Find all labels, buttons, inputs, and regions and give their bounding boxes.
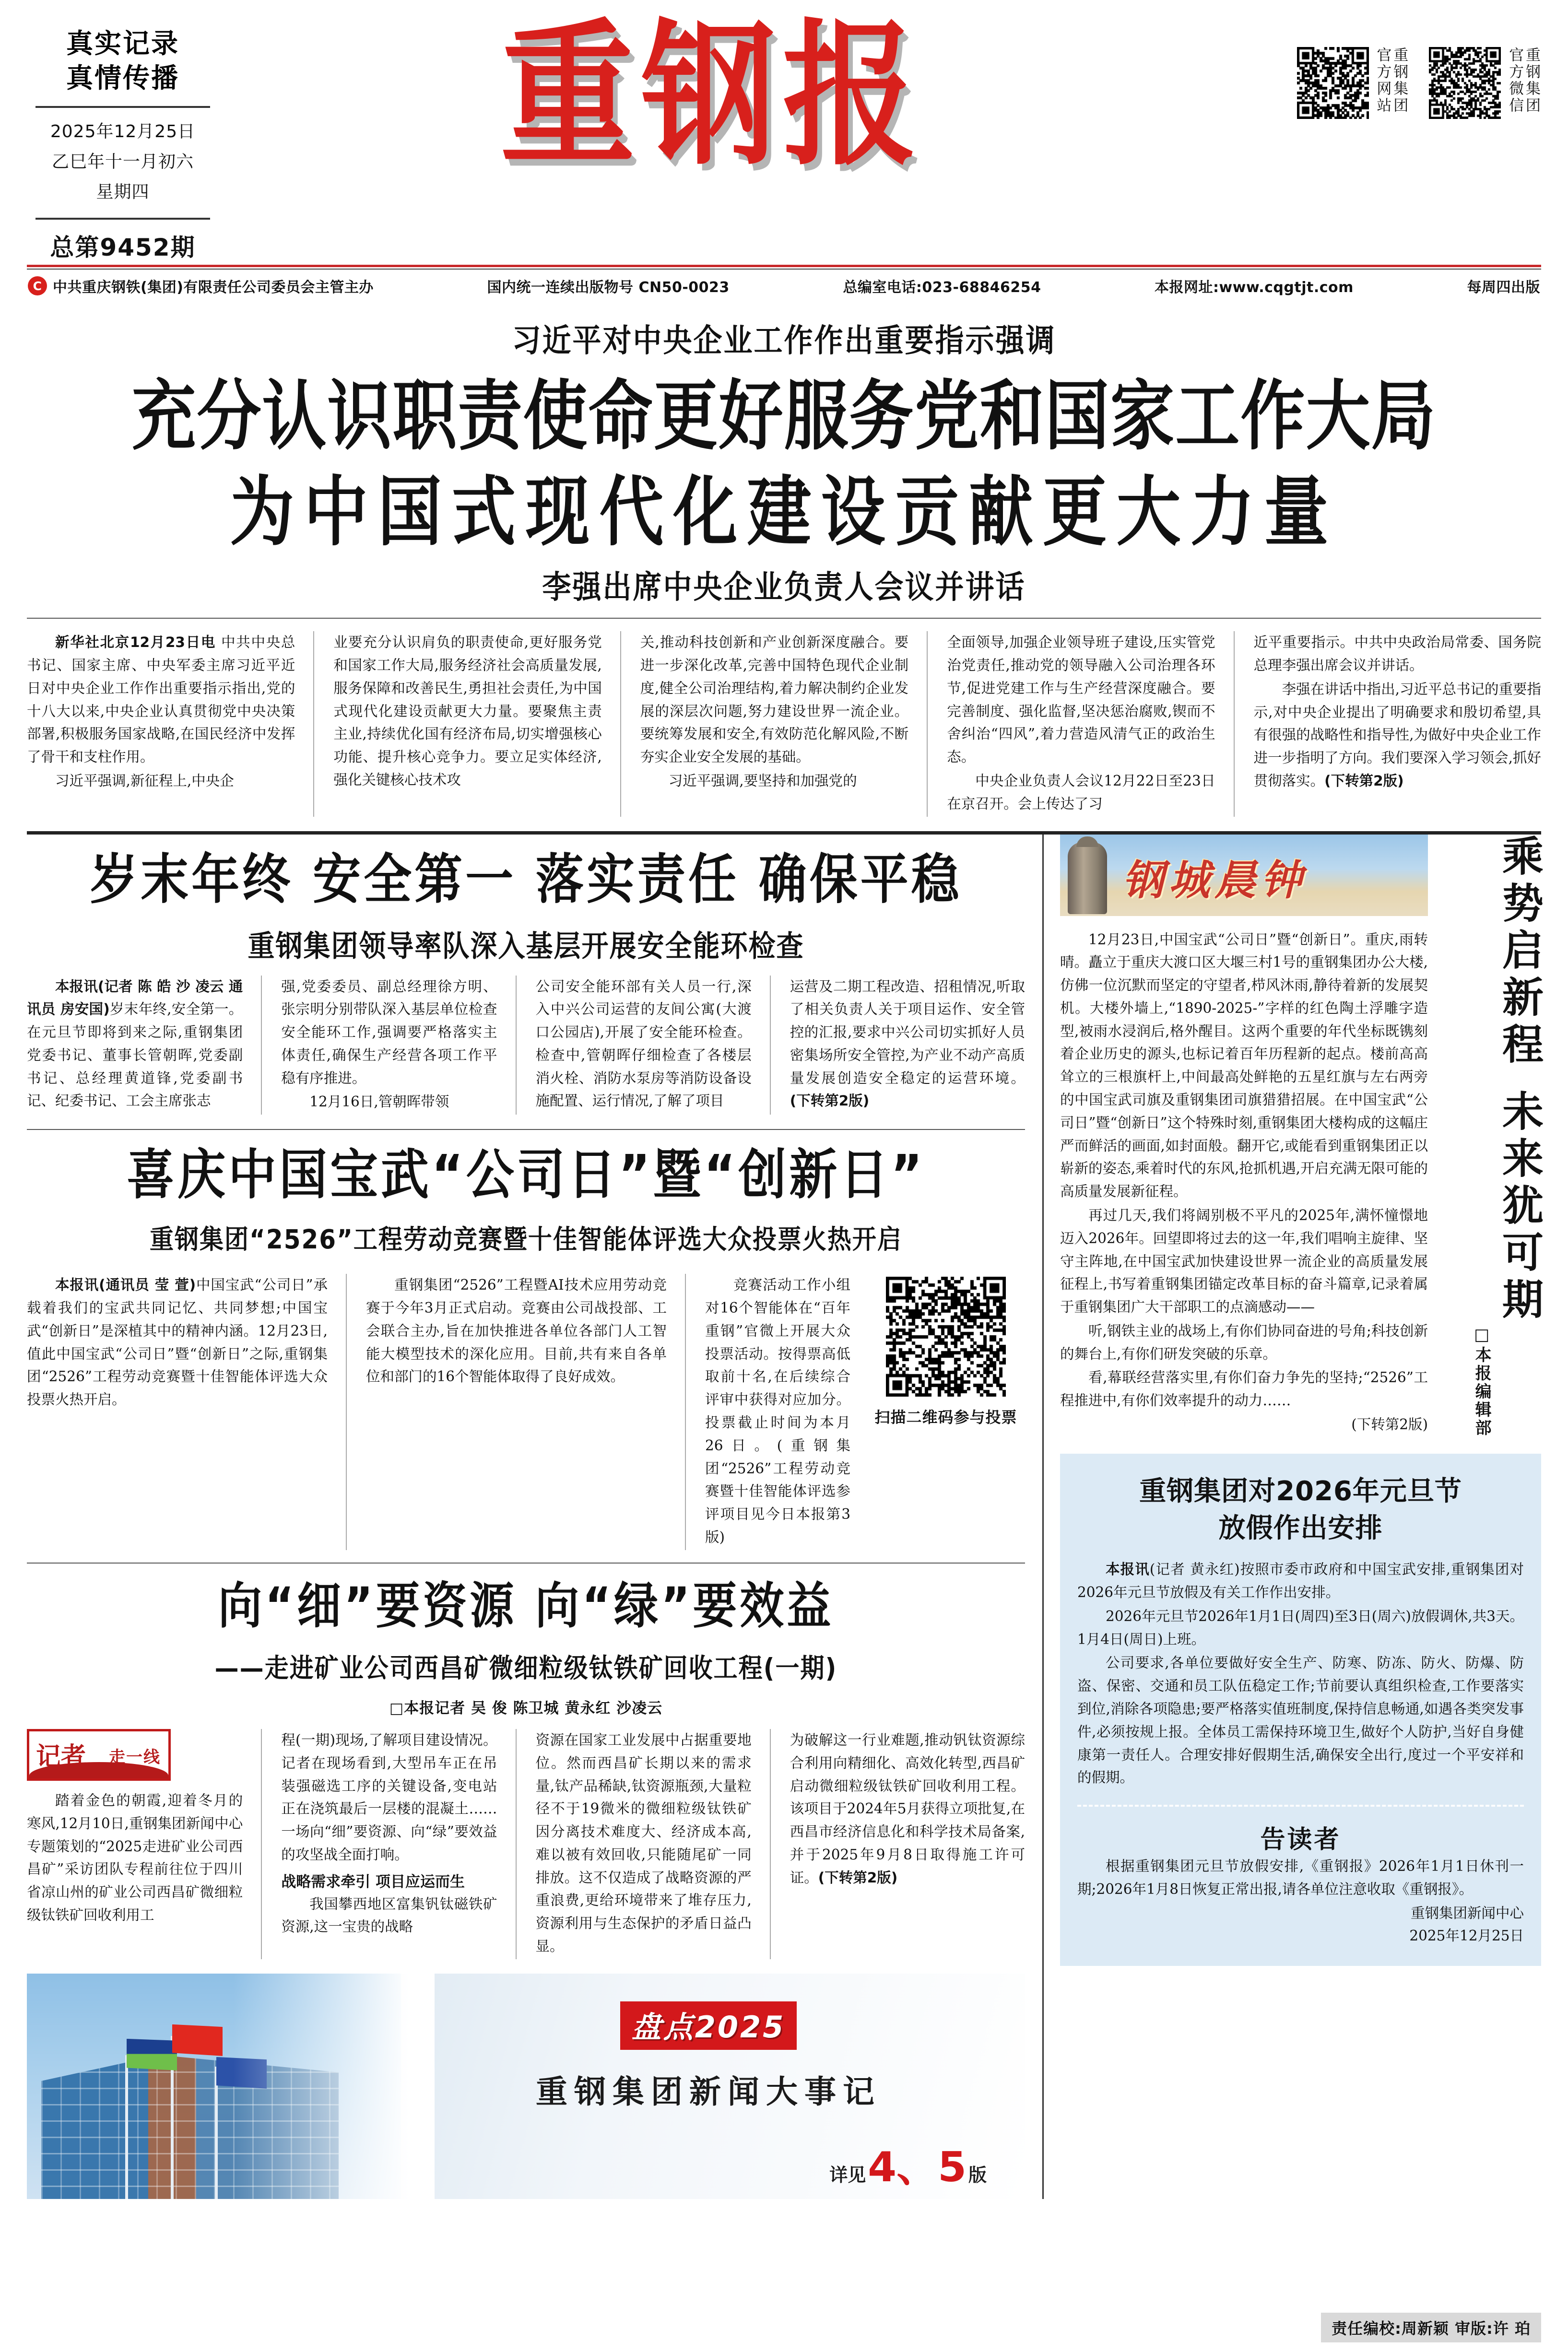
promo-headline: 重钢集团新闻大事记 [536,2073,881,2110]
promo-see-suffix: 版 [968,2164,987,2186]
lead-col3-p1: 关,推动科技创新和产业创新深度融合。要进一步深化改革,完善中国特色现代企业制度,健全公司治理结构,着力解决制约企业发展的深层次问题,努力建设世界一流企业。要统筹发展和安全,有效防范化解风险,不断夯实企业安全发展的基础。 [640,634,909,765]
mining-col4-p1 [790,1729,1025,1889]
bell-banner-image [1060,835,1428,916]
lead-col5-p2 [1254,678,1541,793]
sponsor-text: 中共重庆钢铁(集团)有限责任公司委员会主管主办 [53,279,374,296]
baowu-col1-text: 中国宝武“公司日”承载着我们的宝武共同记忆、共同梦想;中国宝武“创新日”是深植其中的精神内涵。12月23日,值此中国宝武“公司日”暨“创新日”之际,重钢集团“2526”工程劳动竞赛暨十佳智能体评选大众投票火热开启。 [27,1277,328,1408]
editorial-vertical-title-area [1436,835,1541,1437]
baowu-column-1 [27,1274,347,1550]
safety-column-4 [790,976,1025,1115]
qr-wechat-label-line1: 重钢集团 [1523,47,1540,114]
baowu-col3-p1: 竞赛活动工作小组对16个智能体在“百年重钢”官微上开展大众投票活动。按得票高低取前十名,在后续综合评审中获得对应加分。投票截止时间为本月26日。(重钢集团“2526”工程劳动竞赛暨十佳智能体评选参评项目见今日本报第3版) [705,1277,850,1545]
lead-col4-p2: 中央企业负责人会议12月22日至23日在京召开。会上传达了习 [947,773,1215,812]
editorial-p2: 再过几天,我们将阔别极不平凡的2025年,满怀憧憬地迈入2026年。回望即将过去的这一年,我们唱响主旋律、坚守主阵地,在中国宝武加快建设世界一流企业的高质量发展征程上,书写着重钢集团锚定改革目标的奋斗篇章,记录着属于重钢集团广大干部职工的点滴感动—— [1060,1207,1428,1316]
section-divider-thick [27,831,1541,835]
qr-wechat-label-line2: 官方微信 [1506,47,1524,114]
editorial-article [1060,835,1541,1437]
reporter-badge [27,1729,171,1781]
publish-frequency: 每周四出版 [1467,279,1540,296]
mining-columns [27,1717,1025,1959]
qr-website-block[interactable] [1297,47,1407,119]
flagpole-3 [215,2067,218,2199]
notice-dashed-divider [1077,1805,1524,1807]
safety-jump[interactable]: (下转第2版) [790,1093,870,1109]
lead-subhead: 李强出席中央企业负责人会议并讲话 [542,569,1026,606]
weekday: 星期四 [96,182,150,202]
bell-banner-text: 钢城晨钟 [1122,856,1307,905]
mining-column-2 [281,1729,516,1959]
mining-headline: 向“细”要资源 向“绿”要效益 [218,1577,834,1635]
safety-subhead: 重钢集团领导率队深入基层开展安全能环检查 [248,929,804,964]
vote-qr-caption: 扫描二维码参与投票 [874,1408,1017,1427]
info-rule-red [27,265,1541,267]
editorial-vertical-title: 乘势启新程 未来犹可期 [1495,834,1543,1325]
masthead-qr-area [1205,13,1541,119]
promo-see-pages[interactable] [829,2143,987,2191]
notice-title-line1: 重钢集团对2026年元旦节 [1139,1475,1462,1507]
editorial-p3: 听,钢铁主业的战场上,有你们协同奋进的号角;科技创新的舞台上,有你们研发突破的乐章。 [1060,1322,1428,1362]
notice-p1 [1077,1558,1524,1604]
notice-lede: 本报讯 [1106,1561,1150,1578]
lead-col3-p2: 习近平强调,要坚持和加强党的 [668,773,857,789]
safety-col2-p1: 强,党委委员、副总经理徐方明、张宗明分别带队深入基层单位检查安全能环工作,强调要严格落实主体责任,确保生产经营各项工作平稳有序推进。 [281,978,497,1086]
flag-china [172,2024,223,2056]
lead-col1-rest: 中共中央总书记、国家主席、中央军委主席习近平近日对中央企业工作作出重要指示指出,党的十八大以来,中央企业认真贯彻党中央决策部署,积极服务国家战略,在国民经济中发挥了骨干和支柱作用。 [27,634,295,765]
mining-column-4 [790,1729,1025,1959]
safety-col2-p2: 12月16日,管朝晖带领 [309,1094,449,1110]
main-grid [27,835,1541,2199]
safety-col1-byline: (记者 陈 皓 沙 凌云 通讯员 房安国) [27,978,243,1018]
baowu-headline: 喜庆中国宝武“公司日”暨“创新日” [127,1143,925,1207]
mining-col2-p2: 我国攀西地区富集钒钛磁铁矿资源,这一宝贵的战略 [281,1895,497,1935]
safety-col4-text: 运营及二期工程改造、招租情况,听取了相关负责人关于项目运作、安全管控的汇报,要求中兴公司切实抓好人员密集场所安全管控,为产业不动产高质量发展创造安全稳定的运营环境。 [790,978,1025,1086]
baowu-col2-p1: 重钢集团“2526”工程暨AI技术应用劳动竞赛于今年3月正式启动。竞赛由公司战投部、工会联合主办,旨在加快推进各单位各部门人工智能大模型技术的深化应用。目前,共有来自各单位和部门的16个智能体取得了良好成效。 [366,1277,667,1385]
baowu-col1-lede: 本报讯 [55,1277,99,1294]
mining-column-1 [27,1729,262,1959]
baowu-column-2 [366,1274,686,1550]
safety-article [27,847,1025,1115]
promo-banner[interactable] [27,1974,1025,2199]
mining-column-3 [536,1729,771,1959]
promo-tag: 盘点2025 [620,2001,797,2050]
lead-article [27,301,1541,817]
masthead-divider-bottom [35,218,210,220]
notice-p3: 公司要求,各单位要做好安全生产、防寒、防冻、防火、防爆、防盗、保密、交通和员工队伍稳定工作;节前要认真组织检查,工作要落实到位,消除各项隐患;要严格落实值班制度,保持信息畅通,如遇各类突发事件,必须按规上报。全体员工需保持环境卫生,做好个人防护,当好自身健康第一责任人。合理安排好假期生活,确保安全出行,度过一个平安祥和的假期。 [1077,1655,1524,1786]
lead-column-4 [947,631,1234,816]
safety-col4-p1 [790,976,1025,1113]
issue-number: 总第9452期 [50,234,196,262]
newspaper-title: 重钢报 [500,5,924,187]
safety-columns [27,963,1025,1115]
notice-byline: (记者 黄永红) [1149,1561,1240,1578]
date-gregorian: 2025年12月25日 [50,122,196,142]
mining-col2-subhead: 战略需求牵引 项目应运而生 [281,1873,465,1891]
vote-qr-block[interactable] [867,1274,1025,1550]
masthead [27,5,1541,263]
notice-body [1077,1558,1524,1789]
badge-text-1: 记者 [36,1742,86,1772]
mining-jump[interactable]: (下转第2版) [818,1869,898,1886]
masthead-left [27,13,219,263]
lead-kicker: 习近平对中央企业工作作出重要指示强调 [512,322,1056,359]
mining-col3-p1: 资源在国家工业发展中占据重要地位。然而西昌矿长期以来的需求量,钛产品稀缺,钛资源瓶颈,大量粒径不于19微米的微细粒级钛铁矿因分离技术难度大、经济成本高,难以被有效回收,只能随尾矿一同排放。这不仅造成了战略资源的严重浪费,更给环境带来了堆存压力,资源利用与生态保护的矛盾日益凸显。 [535,1732,752,1955]
baowu-subhead: 重钢集团“2526”工程劳动竞赛暨十佳智能体评选大众投票火热开启 [150,1224,902,1255]
editorial-jump[interactable]: (下转第2版) [1351,1416,1428,1433]
mining-col2-p1: 程(一期)现场,了解项目建设情况。记者在现场看到,大型吊车正在吊装强磁选工序的关键设备,变电站正在浇筑最后一层楼的混凝土……一场向“细”要资源、向“绿”要效益的攻坚战全面打响。 [281,1732,497,1863]
notice-title-line2: 放假作出安排 [1218,1513,1383,1544]
safety-col1-text: 岁末年终,安全第一。在元旦节即将到来之际,重钢集团党委书记、董事长管朝晖,党委副书记、总经理黄道锋,党委副书记、纪委书记、工会主席张志 [27,1001,243,1109]
mining-subhead: ——走进矿业公司西昌矿微细粒级钛铁矿回收工程(一期) [214,1653,837,1684]
lead-col5-p2-text: 李强在讲话中指出,习近平总书记的重要指示,对中央企业提出了明确要求和殷切希望,具有很强的战略性和指导性,为做好中央企业工作进一步指明了方向。我们要深入学习领会,抓好贯彻落实。 [1253,681,1541,789]
reader-notice-title: 告读者 [1260,1825,1341,1855]
lead-col1-lede: 新华社北京12月23日电 [55,634,216,651]
badge-text-2: 走一线 [109,1748,161,1767]
qr-wechat-label [1507,47,1539,114]
company-logo-icon: C [28,276,47,295]
lead-col4-p1: 全面领导,加强企业领导班子建设,压实管党治党责任,推动党的领导融入公司治理各环节,促进党建工作与生产经营深度融合。要完善制度、强化监督,坚决惩治腐败,锲而不舍纠治“四风”,着力营造风清气正的政治生态。 [947,634,1215,765]
editorial-p4: 看,幕联经营落实里,有你们奋力争先的坚持;“2526”工程推进中,有你们效率提升的动力…… [1060,1369,1428,1409]
lead-col1-p1 [27,631,295,769]
qr-website-label-line1: 重钢集团 [1391,47,1408,114]
editor-phone: 总编室电话:023-68846254 [843,279,1041,296]
reader-notice-text: 根据重钢集团元旦节放假安排,《重钢报》2026年1月1日休刊一期;2026年1月8日恢复正常出报,请各单位注意收取《重钢报》。 [1077,1858,1524,1897]
website-url[interactable]: 本报网址:www.cqgtjt.com [1155,279,1354,296]
lead-column-1 [27,631,314,816]
mining-col4-text: 为破解这一行业难题,推动钒钛资源综合利用向精细化、高效化转型,西昌矿启动微细粒级钛铁矿回收利用工程。该项目于2024年5月获得立项批复,在西昌市经济信息化和科学技术局备案,并于2025年9月8日取得施工许可证。 [790,1732,1025,1886]
baowu-column-3 [705,1274,1025,1550]
mining-byline: □本报记者 吴 俊 陈卫城 黄永红 沙凌云 [389,1700,663,1717]
baowu-col1-byline: (通讯员 莹 萱) [99,1277,196,1294]
lead-col5-p1: 近平重要指示。中共中央政治局常委、国务院总理李强出席会议并讲话。 [1253,634,1541,674]
notice-p1-text: 按照市委市政府和中国宝武安排,重钢集团对2026年元旦节放假及有关工作作出安排。 [1077,1561,1524,1601]
lead-columns [27,619,1541,816]
safety-headline: 岁末年终 安全第一 落实责任 确保平稳 [90,847,962,911]
divider-after-safety [27,1129,1025,1130]
bell-icon [1068,842,1107,914]
baowu-article [27,1143,1025,1550]
date-lunar: 乙巳年十一月初六 [51,152,194,172]
safety-col1-p1 [27,976,243,1113]
vote-qr-icon[interactable] [886,1277,1006,1397]
flagpole-1 [125,2055,128,2199]
qr-website-label-line2: 官方网站 [1374,47,1391,114]
right-column [1042,835,1541,2199]
lead-column-3 [640,631,928,816]
qr-website-icon[interactable] [1297,47,1369,119]
safety-col3-p1: 公司安全能环部有关人员一行,深入中兴公司运营的友间公寓(大渡口公园店),开展了安全能环检查。检查中,管朝晖仔细检查了各楼层消火栓、消防水泵房等消防设备设施配置、运行情况,了解了项目 [535,978,752,1109]
promo-text-area [425,2001,991,2112]
safety-column-3 [536,976,771,1115]
baowu-col1-p1 [27,1274,328,1411]
cn-number: 国内统一连续出版物号 CN50-0023 [487,279,730,296]
qr-wechat-icon[interactable] [1429,47,1501,119]
left-column [27,835,1042,2199]
safety-column-1 [27,976,262,1115]
lead-headline-1: 充分认识职责使命更好服务党和国家工作大局 [131,372,1437,460]
editorial-p1: 12月23日,中国宝武“公司日”暨“创新日”。重庆,雨转晴。矗立于重庆大渡口区大堰三村1号的重钢集团办公大楼,仿佛一位沉默而坚定的守望者,栉风沐雨,静待着新的发展契机。大楼外墙上,“1890-2025-”字样的红色陶土浮雕字造型,被雨水浸润后,格外醒目。这两个重要的年代坐标既镌刻着企业历史的源头,也标记着百年历程新的起点。楼前高高耸立的三根旗杆上,中间最高处鲜艳的五星红旗与左右两旁的中国宝武司旗及重钢集团司旗猎猎招展。在中国宝武“公司日”暨“创新日”这个特殊时刻,重钢集团大楼构成的这幅庄严而鲜活的画面,如封面般。翻开它,或能看到重钢集团正以崭新的姿态,乘着时代的东风,抢抓机遇,开启充满无限可能的高质量发展新征程。 [1060,931,1428,1200]
masthead-divider-top [35,106,210,108]
safety-column-2 [281,976,516,1115]
safety-col1-lede: 本报讯 [55,978,98,995]
page-credit: 责任编校:周新颖 审版:许 珀 [1321,2313,1541,2342]
lead-column-2 [333,631,621,816]
promo-photo [27,1974,401,2199]
promo-see-prefix: 详见 [829,2164,866,2186]
lead-col1-p2: 习近平强调,新征程上,中央企 [55,773,234,789]
lead-col2-p1: 业要充分认识肩负的职责使命,更好服务党和国家工作大局,服务经济社会高质量发展,服务保障和改善民生,勇担社会责任,为中国式现代化建设贡献更大力量。要聚焦主责主业,持续优化国有经济布局,切实增强核心功能、提升核心竞争力。要立足实体经济,强化关键核心技术攻 [333,634,602,788]
divider-after-baowu [27,1563,1025,1564]
slogan-line-2: 真情传播 [66,62,179,94]
baowu-columns [27,1255,1025,1550]
editorial-author: □本报编辑部 [1472,1325,1492,1437]
qr-website-label [1375,47,1407,114]
editorial-body [1060,835,1428,1437]
info-bar [27,270,1541,301]
slogan-line-1: 真实记录 [66,28,179,59]
qr-wechat-block[interactable] [1429,47,1539,119]
masthead-title-area [219,5,1205,187]
promo-photo-fade [233,1974,435,2199]
holiday-notice-box [1060,1454,1541,1966]
lead-column-5 [1254,631,1541,816]
lead-headline-2: 为中国式现代化建设贡献更大力量 [230,468,1338,557]
lead-jump[interactable]: (下转第2版) [1324,773,1404,789]
mining-article [27,1577,1025,1959]
notice-p2: 2026年元旦节2026年1月1日(周四)至3日(周六)放假调休,共3天。1月4日(周日)上班。 [1077,1608,1524,1647]
promo-see-number: 4、5 [868,2143,967,2191]
flag-baowu [127,2039,177,2070]
mining-col1-p1: 踏着金色的朝霞,迎着冬月的寒风,12月10日,重钢集团新闻中心专题策划的“2025走进矿业公司西昌矿”采访团队专程前往位于四川省凉山州的矿业公司西昌矿微细粒级钛铁矿回收利用工 [27,1792,243,1923]
notice-signature-org: 重钢集团新闻中心 [1410,1905,1524,1921]
notice-signature-date: 2025年12月25日 [1409,1928,1524,1944]
